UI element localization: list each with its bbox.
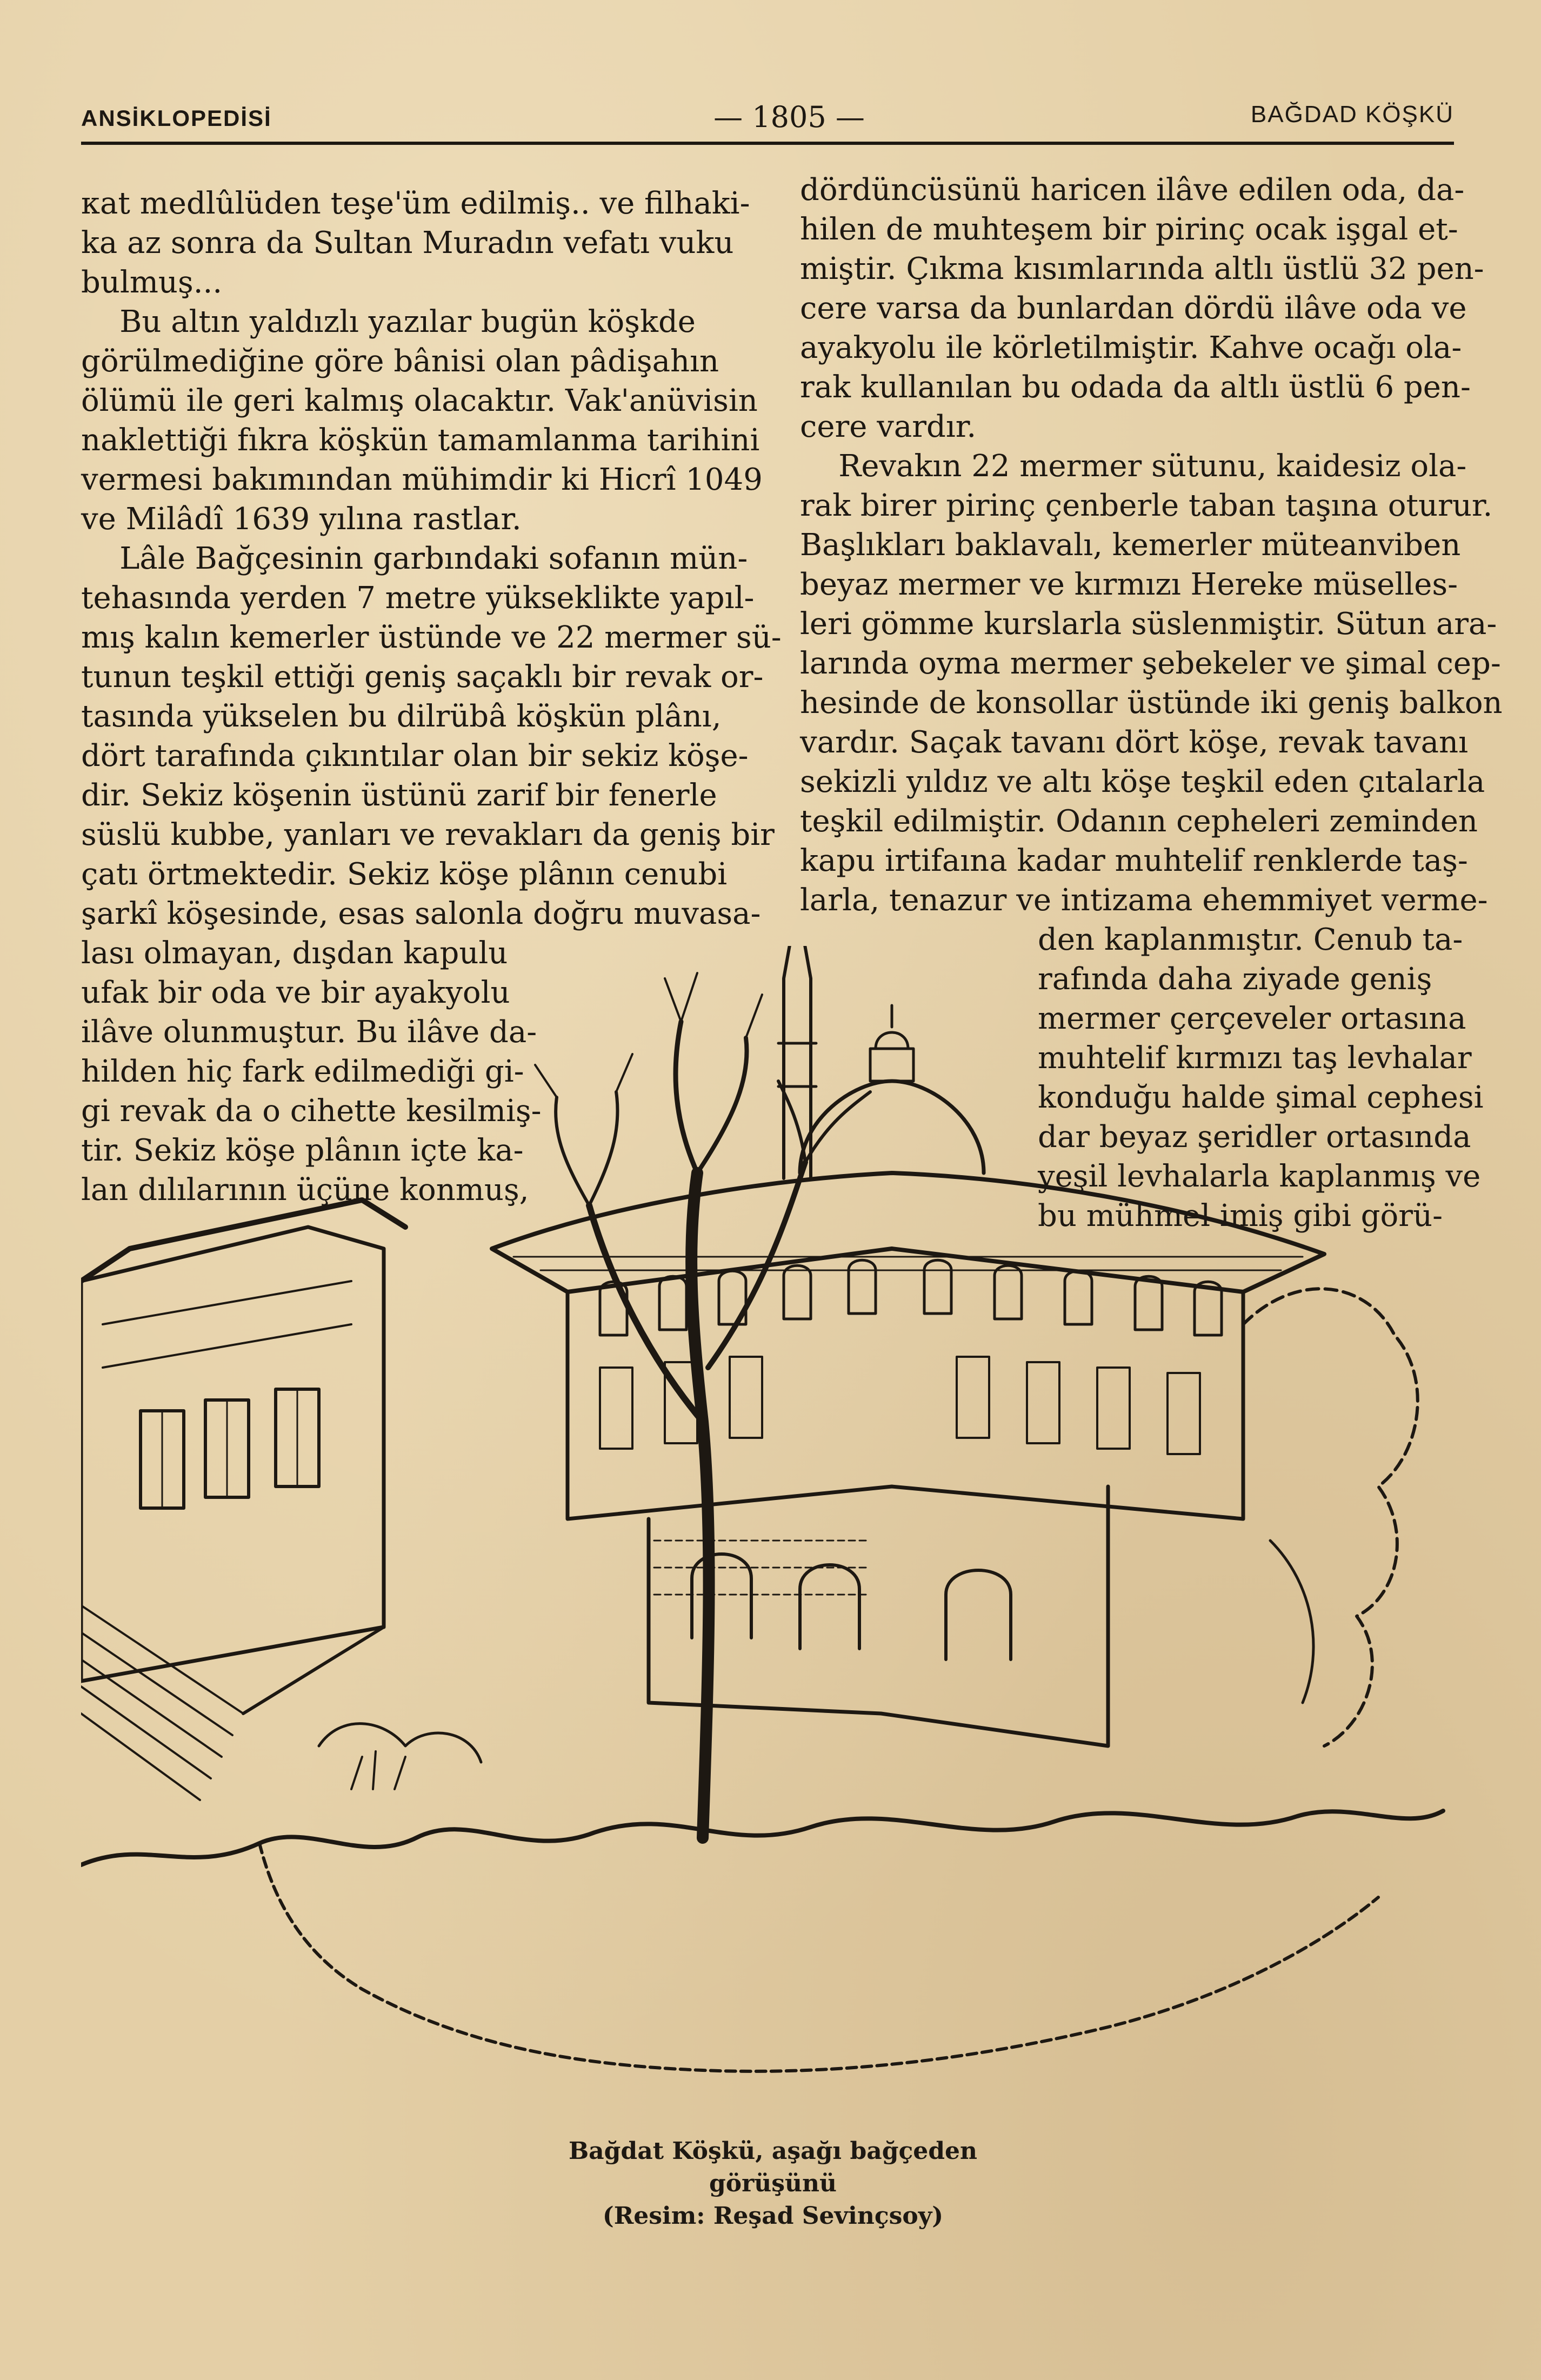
- text-line: den kaplanmıştır. Cenub ta-: [1038, 922, 1463, 957]
- caption-title: Bağdat Köşkü, aşağı bağçeden görüşünü: [568, 2137, 978, 2197]
- text-line: dört tarafında çıkıntılar olan bir sekiz köşe-: [81, 738, 749, 774]
- text-line: кat medlûlüden teşe'üm edilmiş.. ve filhaki-: [81, 186, 750, 221]
- text-line: süslü kubbe, yanları ve revakları da geniş bir: [81, 817, 775, 852]
- text-line: gi revak da o cihette kesilmiş-: [81, 1094, 542, 1129]
- text-line: cere varsa da bunlardan dördü ilâve oda ve: [800, 291, 1467, 326]
- text-line: rak birer pirinç çenberle taban taşına oturur.: [800, 488, 1493, 523]
- running-header: [81, 95, 1454, 143]
- text-line: miştir. Çıkma kısımlarında altlı üstlü 32 pen-: [800, 251, 1484, 286]
- text-line: ilâve olunmuştur. Bu ilâve da-: [81, 1015, 537, 1050]
- text-line: çatı örtmektedir. Sekiz köşe plânın cenubi: [81, 857, 728, 892]
- text-line: tunun teşkil ettiği geniş saçaklı bir revak or-: [81, 659, 764, 695]
- text-line: ölümü ile geri kalmış olacaktır. Vak'anüvisin: [81, 383, 758, 418]
- text-line: Başlıkları baklavalı, kemerler müteanviben: [800, 528, 1461, 563]
- text-line: görülmediğine göre bânisi olan pâdişahın: [81, 344, 719, 379]
- header-rule: [81, 142, 1454, 145]
- header-article-title: BAĞDAD KÖŞKÜ: [1250, 101, 1454, 128]
- text-line: naklettiği fıkra köşkün tamamlanma tarihini: [81, 423, 760, 458]
- text-line: dördüncüsünü haricen ilâve edilen oda, da-: [800, 172, 1465, 208]
- figure-caption: [503, 2135, 1043, 2232]
- text-line: ayakyolu ile körletilmiştir. Kahve ocağı ola-: [800, 330, 1462, 365]
- text-line: tehasında yerden 7 metre yükseklikte yapıl-: [81, 581, 755, 616]
- text-line: mış kalın kemerler üstünde ve 22 mermer sü-: [81, 620, 782, 655]
- text-line: leri gömme kurslarla süslenmiştir. Sütun ara-: [800, 606, 1497, 642]
- text-line: yeşil levhalarla kaplanmış ve: [1038, 1159, 1481, 1194]
- page-number: — 1805 —: [713, 100, 865, 134]
- text-line: bulmuş...: [81, 265, 223, 300]
- text-line: Bu altın yaldızlı yazılar bugün köşkde: [81, 304, 696, 339]
- text-line: ve Milâdî 1639 yılına rastlar.: [81, 502, 522, 537]
- text-line: lası olmayan, dışdan kapulu: [81, 936, 508, 971]
- text-line: tir. Sekiz köşe plânın içte ka-: [81, 1133, 524, 1168]
- caption-credit: (Resim: Reşad Sevinçsoy): [602, 2202, 944, 2230]
- text-line: Revakın 22 mermer sütunu, kaidesiz ola-: [800, 449, 1467, 484]
- text-line: ufak bir oda ve bir ayakyolu: [81, 975, 510, 1010]
- text-line: rafında daha ziyade geniş: [1038, 962, 1432, 997]
- text-line: Lâle Bağçesinin garbındaki sofanın mün-: [81, 541, 748, 576]
- text-line: beyaz mermer ve kırmızı Hereke müselles-: [800, 567, 1458, 602]
- text-line: dar beyaz şeridler ortasında: [1038, 1119, 1471, 1155]
- text-line: larla, tenazur ve intizama ehemmiyet verme-: [800, 883, 1488, 918]
- right-column: [800, 170, 1503, 920]
- text-line: mermer çerçeveler ortasına: [1038, 1001, 1466, 1036]
- text-line: teşkil edilmiştir. Odanın cepheleri zeminden: [800, 804, 1478, 839]
- text-line: dir. Sekiz köşenin üstünü zarif bir fenerle: [81, 778, 717, 813]
- text-line: hilen de muhteşem bir pirinç ocak işgal et-: [800, 212, 1458, 247]
- text-line: ka az sonra da Sultan Muradın vefatı vuku: [81, 225, 734, 261]
- text-line: muhtelif kırmızı taş levhalar: [1038, 1041, 1472, 1076]
- header-encyclopedia-title: ANSİKLOPEDİSİ: [81, 105, 272, 131]
- text-line: tasında yükselen bu dilrübâ köşkün plânı,: [81, 699, 722, 734]
- text-line: hesinde de konsollar üstünde iki geniş balkon: [800, 685, 1503, 721]
- text-line: kapu irtifaına kadar muhtelif renklerde taş-: [800, 843, 1468, 878]
- text-line: cere vardır.: [800, 409, 977, 444]
- text-line: sekizli yıldız ve altı köşe teşkil eden çıtalarla: [800, 764, 1485, 799]
- text-line: konduğu halde şimal cephesi: [1038, 1080, 1484, 1115]
- text-line: vermesi bakımından mühimdir ki Hicrî 1049: [81, 462, 763, 497]
- text-line: bu mühmel imiş gibi görü-: [1038, 1198, 1443, 1234]
- text-line: rak kullanılan bu odada da altlı üstlü 6 pen-: [800, 370, 1471, 405]
- text-line: vardır. Saçak tavanı dört köşe, revak tavanı: [800, 725, 1469, 760]
- text-line: larında oyma mermer şebekeler ve şimal cep-: [800, 646, 1501, 681]
- text-line: şarkî köşesinde, esas salonla doğru muvasa-: [81, 896, 761, 931]
- kiosk-illustration: [81, 946, 1465, 2124]
- text-line: lan dılılarının üçüne konmuş,: [81, 1172, 529, 1208]
- text-line: hilden hiç fark edilmediği gi-: [81, 1054, 524, 1089]
